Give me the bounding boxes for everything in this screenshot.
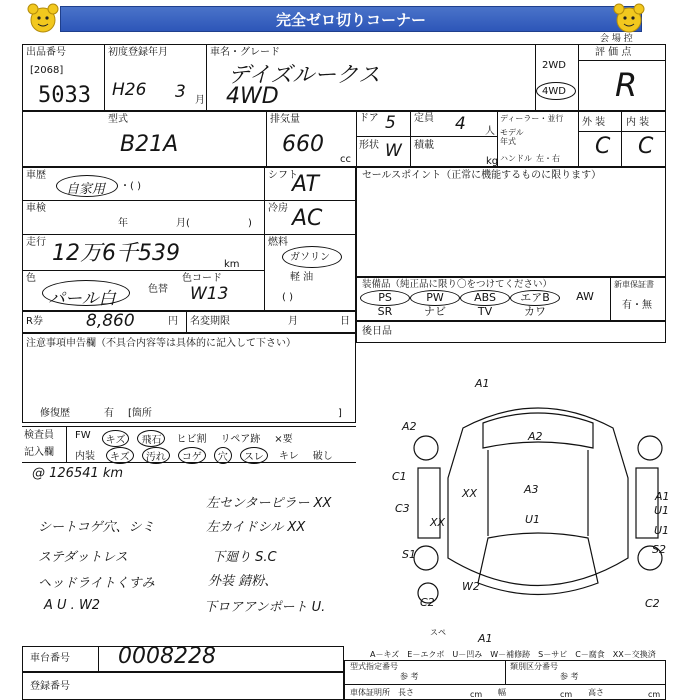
diagram-mark-10: C2 <box>420 596 435 609</box>
color-circle <box>42 280 130 306</box>
mascot-right-icon <box>612 3 646 35</box>
equipment-item-1: PW <box>410 290 460 306</box>
note-studless: ステダットレス <box>38 550 128 565</box>
top-banner <box>0 0 700 38</box>
note-seat: シートコゲ穴、シミ <box>38 520 155 535</box>
inspector-option-row2-5: スレ <box>240 447 268 464</box>
inspector-option-row1-0: FW <box>75 430 91 441</box>
warranty-value: 有・無 <box>622 300 652 311</box>
repair-label: 修復歴 <box>40 408 70 419</box>
history-label: 車歴 <box>26 170 46 181</box>
inspector-option-row2-0: 内装 <box>75 451 95 462</box>
length-label: 長さ <box>398 688 414 697</box>
mileage-value: 12万6千539 <box>52 241 180 266</box>
fuel-other: 軽 油 <box>290 272 314 283</box>
equipment-item-6: ナビ <box>424 305 446 318</box>
color-value: パール白 <box>48 289 116 309</box>
interior-value: C <box>638 134 654 159</box>
fuel-circle <box>282 246 342 268</box>
displacement-label: 排気量 <box>270 114 300 125</box>
reference-2: 参 考 <box>560 672 579 681</box>
equipment-item-2: ABS <box>460 290 510 306</box>
inspector-option-row2-2: 汚れ <box>142 447 170 464</box>
recycle-label: R券 <box>26 316 43 327</box>
inspector-option-row2-7: 破し <box>312 451 333 462</box>
inspector-options-row2 <box>72 447 362 464</box>
displacement-value: 660 <box>282 132 324 157</box>
width-unit: cm <box>560 690 573 699</box>
diagram-mark-12: A1 <box>478 632 493 645</box>
history-paren: ・( ) <box>120 181 141 192</box>
color-label: 色 <box>26 273 36 284</box>
diagram-mark-0: A1 <box>475 377 490 390</box>
inspection-year-unit: 年 <box>118 218 128 229</box>
displacement-unit: cc <box>340 154 351 165</box>
grade-value: 4WD <box>226 84 279 109</box>
diagram-mark-8: U1 <box>525 513 541 526</box>
score-label: 評 価 点 <box>595 47 632 58</box>
diagram-mark-4: C1 <box>392 470 407 483</box>
name-change-label: 名変期限 <box>190 316 230 327</box>
capacity-value: 4 <box>455 114 466 134</box>
orig-color-label: 色替 <box>148 284 168 295</box>
capacity-unit: 人 <box>485 126 495 137</box>
note-au-w2: A U . W2 <box>44 598 101 613</box>
inspector-label-2: 記入欄 <box>24 447 54 458</box>
shift-value: AT <box>292 172 319 197</box>
inspector-option-row1-5: ×要 <box>274 434 293 445</box>
sales-point-label: セールスポイント（正常に機能するものに限ります） <box>362 170 602 181</box>
spare-tire-note: スペ <box>430 628 446 637</box>
note-sill: 左カイドシル XX <box>206 520 306 535</box>
diagram-mark-6: XX <box>462 487 478 500</box>
inspector-option-row2-6: キレ <box>278 451 299 462</box>
type-designation-label: 型式指定番号 <box>350 662 398 671</box>
door-label: ドア <box>359 113 379 124</box>
equipment-item-8: カワ <box>524 305 546 318</box>
inspector-options-row1 <box>72 430 362 447</box>
interior-label: 内 装 <box>626 117 650 128</box>
exterior-label: 外 装 <box>582 117 606 128</box>
inspector-option-row1-3: ヒビ割 <box>176 434 207 445</box>
repair-has: 有 <box>104 408 114 419</box>
length-unit: cm <box>470 690 483 699</box>
mascot-left-icon <box>26 3 60 35</box>
model-label: 型式 <box>108 114 128 125</box>
cert-label: 車体証明所 <box>350 688 390 697</box>
dealer-label: ディーラー・並行 <box>500 114 564 123</box>
inspector-option-row2-4: 穴 <box>214 447 232 464</box>
diagram-mark-9: S1 <box>402 548 416 561</box>
first-reg-month: 3 <box>175 82 186 102</box>
banner-title: 完全ゼロ切りコーナー <box>60 6 642 32</box>
registration-label: 登録番号 <box>30 681 70 692</box>
inspector-option-row1-4: リペア跡 <box>220 434 261 445</box>
diagram-mark-1: A2 <box>402 420 417 433</box>
diagram-mark-5: C3 <box>395 502 410 515</box>
rear-seat-section <box>356 321 666 343</box>
first-reg-month-unit: 月 <box>195 95 205 106</box>
venue-label: 会 場 控 <box>600 34 633 44</box>
legend-text: A－キズ E－エクボ U－凹み W－補修跡 S－サビ C－腐食 XX－交換済 <box>370 650 656 659</box>
drive-option-2wd: 2WD <box>542 60 566 71</box>
handle-options: 左・右 <box>536 154 560 163</box>
warranty-label: 新車保証書 <box>614 280 654 289</box>
mileage-unit: km <box>224 259 240 270</box>
height-unit: cm <box>648 690 661 699</box>
diagram-mark-17: U1 <box>654 524 670 537</box>
shape-label: 形状 <box>359 140 379 151</box>
inspection-close: ) <box>248 218 252 229</box>
model-year-label: モデル年式 <box>500 128 524 146</box>
shift-label: シフト <box>268 170 298 181</box>
exterior-value: C <box>595 134 611 159</box>
car-name-label: 車名・グレード <box>210 47 280 58</box>
inspection-month-unit: 月( <box>176 218 190 229</box>
color-code-label: 色コード <box>182 273 222 284</box>
color-code-value: W13 <box>190 284 229 304</box>
equipment-item-5: SR <box>377 305 393 318</box>
first-reg-label: 初度登録年月 <box>108 47 168 58</box>
equipment-label: 装備品（純正品に限り〇をつけてください） <box>362 279 553 290</box>
note-lower-support: 下ロアアンポート U. <box>204 600 326 615</box>
capacity-label: 定員 <box>414 113 434 124</box>
diagram-mark-11: W2 <box>462 580 480 593</box>
note-headlight: ヘッドライトくすみ <box>38 576 155 591</box>
handle-label: ハンドル <box>500 154 532 163</box>
drive-selected-circle <box>536 82 576 100</box>
recycle-row <box>22 311 356 333</box>
mileage-label: 走行 <box>26 237 46 248</box>
item-no-value: 5033 <box>38 83 91 108</box>
rear-seat-label: 後日品 <box>362 326 392 337</box>
equipment-item-4: AW <box>576 290 594 303</box>
recycle-value: 8,860 <box>86 311 135 331</box>
chassis-value: 0008228 <box>118 644 216 669</box>
fuel-paren: ( ) <box>282 292 293 303</box>
inspector-option-row1-1: キズ <box>102 430 130 447</box>
load-unit: kg <box>486 156 499 167</box>
inspector-label-1: 検査員 <box>24 430 54 441</box>
diagram-mark-15: S2 <box>652 543 666 556</box>
inspector-option-row2-3: コゲ <box>178 447 206 464</box>
inspector-option-row2-1: キズ <box>106 447 134 464</box>
fuel-selected: ガソリン <box>290 252 330 263</box>
inspection-label: 車検 <box>26 203 46 214</box>
first-reg-value: H26 <box>112 80 147 100</box>
equipment-item-7: TV <box>477 305 493 318</box>
history-circle <box>56 175 118 197</box>
note-exterior-rust: 外装 錆粉、 <box>208 574 278 589</box>
reference-1: 参 考 <box>400 672 419 681</box>
diagram-mark-14: A1 <box>655 490 670 503</box>
inspector-option-row1-2: 飛石 <box>137 430 165 447</box>
fuel-label: 燃料 <box>268 237 288 248</box>
sales-point-section <box>356 167 666 277</box>
name-change-month: 月 <box>288 316 298 327</box>
item-no-label: 出品番号 <box>26 47 66 58</box>
notes-label: 注意事項申告欄（不具合内容等は具体的に記入して下さい） <box>26 338 296 349</box>
note-mileage: @ 126541 km <box>32 466 124 481</box>
category-label: 類別区分番号 <box>510 662 558 671</box>
height-label: 高さ <box>588 688 604 697</box>
car-name-value: デイズルークス <box>228 63 381 88</box>
chassis-label: 車台番号 <box>30 653 70 664</box>
item-no-sub: [2068] <box>30 65 64 76</box>
note-pillar: 左センターピラー XX <box>206 496 332 511</box>
width-label: 幅 <box>498 688 506 697</box>
diagram-mark-16: C2 <box>645 597 660 610</box>
repair-close: ] <box>338 408 342 419</box>
aircon-label: 冷房 <box>268 203 288 214</box>
load-label: 積載 <box>414 140 434 151</box>
diagram-mark-3: A3 <box>524 483 539 496</box>
repair-place: [箇所 <box>128 408 152 419</box>
aircon-value: AC <box>292 206 323 231</box>
history-value: 自家用 <box>66 182 106 197</box>
note-underbody: 下廻り S.C <box>212 550 277 565</box>
diagram-mark-2: A2 <box>528 430 543 443</box>
shape-value: W <box>385 141 402 161</box>
name-change-day: 日 <box>340 316 350 327</box>
recycle-unit: 円 <box>168 316 178 327</box>
equipment-item-3: エアB <box>510 290 560 306</box>
registration-row <box>22 672 344 700</box>
equipment-item-0: PS <box>360 290 410 306</box>
diagram-mark-13: U1 <box>654 504 670 517</box>
diagram-mark-7: XX <box>430 516 446 529</box>
score-value: R <box>615 66 638 104</box>
drive-option-4wd: 4WD <box>542 86 566 97</box>
door-value: 5 <box>385 113 396 133</box>
model-value: B21A <box>120 132 179 157</box>
equipment-grid <box>360 290 610 322</box>
